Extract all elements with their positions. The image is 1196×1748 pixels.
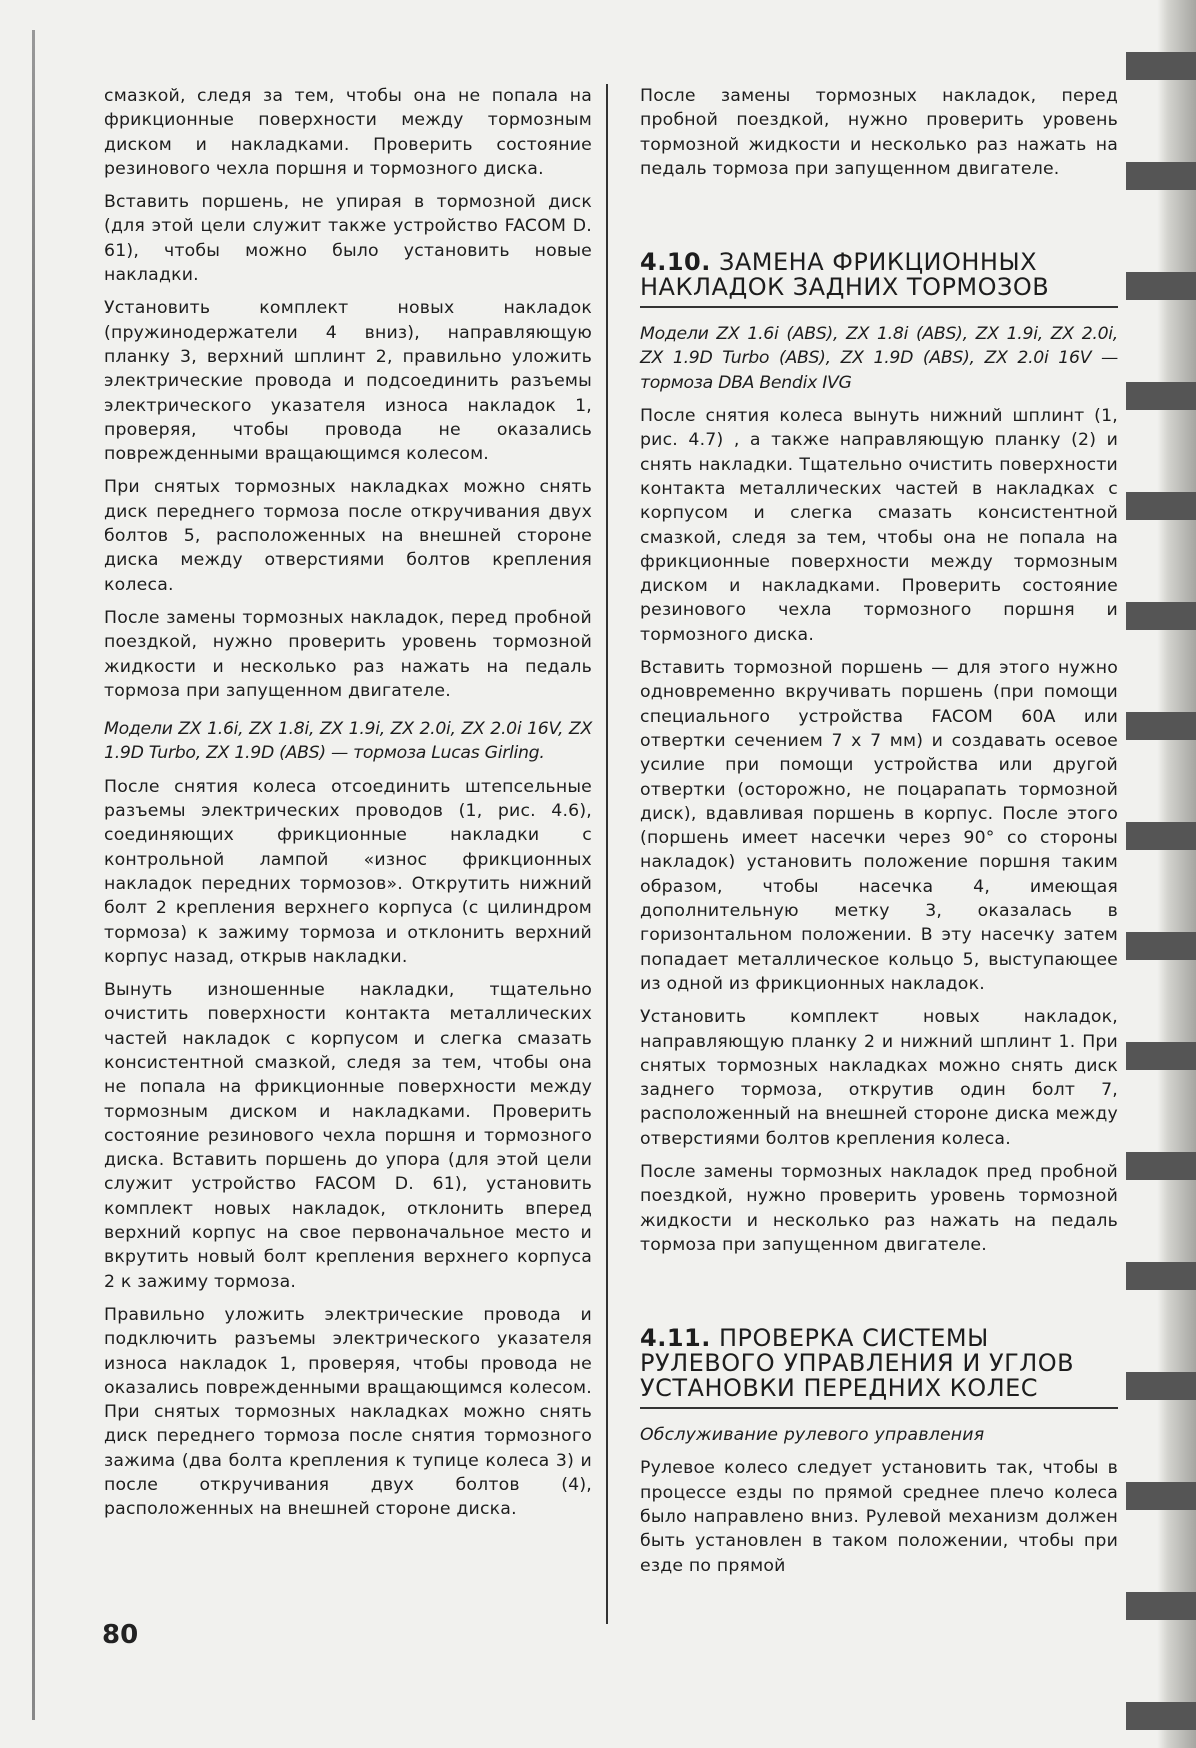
paragraph: Рулевое колесо следует установить так, чтобы в процессе езды по прямой среднее плечо колеса было направлено вниз. Рулевой механизм должен быть установлен в таком положении, чтобы при езде по прямой xyxy=(640,1458,1118,1576)
section-number: 4.11. xyxy=(640,1324,711,1353)
section-heading-4-11 xyxy=(640,1326,1118,1409)
column-divider xyxy=(606,84,608,1624)
right-column xyxy=(640,84,1118,1587)
binding-edge-left xyxy=(32,30,35,1720)
paragraph: После замены тормозных накладок пред пробной поездкой, нужно проверить уровень тормозной жидкости и несколько раз нажать на педаль тормоза при запущенном двигателе. xyxy=(640,1161,1118,1255)
binding-edge-right xyxy=(1126,0,1196,1748)
paragraph: При снятых тормозных накладках можно снять диск переднего тормоза после откручивания двух болтов 5, расположенных на внешней стороне диска между отверстиями болтов крепления колеса. xyxy=(104,477,592,595)
section-number: 4.10. xyxy=(640,248,711,277)
paragraph: Правильно уложить электрические провода и подключить разъемы электрического указателя износа накладок 1, проверяя, чтобы провода не оказались поврежденными вращающимся колесом. При снятых тормозных накладках можно снять диск переднего тормоза после снятия тормозного зажима (два болта крепления к тупице колеса 3) и после откручивания двух болтов (4), расположенных на внешней стороне диска. xyxy=(104,1304,592,1520)
section-title: ПРОВЕРКА СИСТЕМЫ РУЛЕВОГО УПРАВЛЕНИЯ И УГЛОВ УСТАНОВКИ ПЕРЕДНИХ КОЛЕС xyxy=(640,1324,1075,1403)
paragraph: После замены тормозных накладок, перед пробной поездкой, нужно проверить уровень тормозной жидкости и несколько раз нажать на педаль тормоза при запущенном двигателе. xyxy=(640,86,1118,179)
paragraph: Вставить тормозной поршень — для этого нужно одновременно вкручивать поршень (при помощи специального устройства FACOM 60A или отвертки сечением 7 х 7 мм) и создавать осевое усилие при помощи устройства или другой отвертки (осторожно, не поцарапать тормозной диск), вдавливая поршень в корпус. После этого (поршень имеет насечки через 90° со стороны накладок) установить положение поршня таким образом, чтобы насечка 4, имеющая дополнительную метку 3, оказалась в горизонтальном положении. В эту насечку затем попадает металлическое кольцо 5, выступающее из одной из фрикционных накладок. xyxy=(640,658,1118,994)
paragraph: смазкой, следя за тем, чтобы она не попала на фрикционные поверхности между тормозным диском и накладками. Проверить состояние резинового чехла поршня и тормозного диска. xyxy=(104,86,592,179)
page-number: 80 xyxy=(102,1620,139,1650)
section-heading-4-10 xyxy=(640,250,1118,308)
paragraph: После замены тормозных накладок, перед пробной поездкой, нужно проверить уровень тормозной жидкости и несколько раз нажать на педаль тормоза при запущенном двигателе. xyxy=(104,607,592,701)
paragraph: Установить комплект новых накладок (пружинодержатели 4 вниз), направляющую планку 3, верхний шплинт 2, правильно уложить электрические провода и подсоединить разъемы электрического указателя износа накладок 1, проверяя, чтобы провода не оказались поврежденными вращающимся колесом. xyxy=(104,298,592,465)
models-note: Модели ZX 1.6i (ABS), ZX 1.8i (ABS), ZX 1.9i, ZX 2.0i, ZX 1.9D Turbo (ABS), ZX 1.9D (ABS), ZX 2.0i 16V — тормоза DBA Bendix IVG xyxy=(640,324,1118,393)
paragraph: После снятия колеса вынуть нижний шплинт (1, рис. 4.7) , а также направляющую планку (2) и снять накладки. Тщательно очистить поверхности контакта металлических частей в накладках с корпусом и слегка смазать консистентной смазкой, следя за тем, чтобы она не попала на фрикционные поверхности между тормозным диском и накладками. Проверить состояние резинового чехла тормозного поршня и тормозного диска. xyxy=(640,406,1118,645)
section-title: ЗАМЕНА ФРИКЦИОННЫХ НАКЛАДОК ЗАДНИХ ТОРМОЗОВ xyxy=(640,248,1050,302)
paragraph: Вынуть изношенные накладки, тщательно очистить поверхности контакта металлических частей накладок с корпусом и слегка смазать консистентной смазкой, следя за тем, чтобы она не попала на фрикционные поверхности между тормозным диском и накладками. Проверить состояние резинового чехла поршня и тормозного диска. Вставить поршень до упора (для этой цели служит устройство FACOM D. 61), установить комплект новых накладок, отклонить вперед верхний корпус на свое первоначальное место и вкрутить новый болт крепления верхнего корпуса 2 к зажиму тормоза. xyxy=(104,980,592,1292)
paragraph: Вставить поршень, не упирая в тормозной диск (для этой цели служит также устройство FACOM D. 61), чтобы можно было установить новые накладки. xyxy=(104,192,592,286)
paragraph: После снятия колеса отсоединить штепсельные разъемы электрических проводов (1, рис. 4.6), соединяющих фрикционные накладки с контрольной лампой «износ фрикционных накладок передних тормозов». Открутить нижний болт 2 крепления верхнего корпуса (с цилиндром тормоза) к зажиму тормоза и отклонить верхний корпус назад, открыв накладки. xyxy=(104,776,592,967)
models-note: Модели ZX 1.6i, ZX 1.8i, ZX 1.9i, ZX 2.0i, ZX 2.0i 16V, ZX 1.9D Turbo, ZX 1.9D (ABS) — тормоза Lucas Girling. xyxy=(104,719,592,764)
subheading: Обслуживание рулевого управления xyxy=(640,1425,985,1446)
left-column xyxy=(104,84,592,1531)
paragraph: Установить комплект новых накладок, направляющую планку 2 и нижний шплинт 1. При снятых тормозных накладках можно снять диск заднего тормоза, открутив один болт 7, расположенный на внешней стороне диска между отверстиями болтов крепления колеса. xyxy=(640,1007,1118,1149)
